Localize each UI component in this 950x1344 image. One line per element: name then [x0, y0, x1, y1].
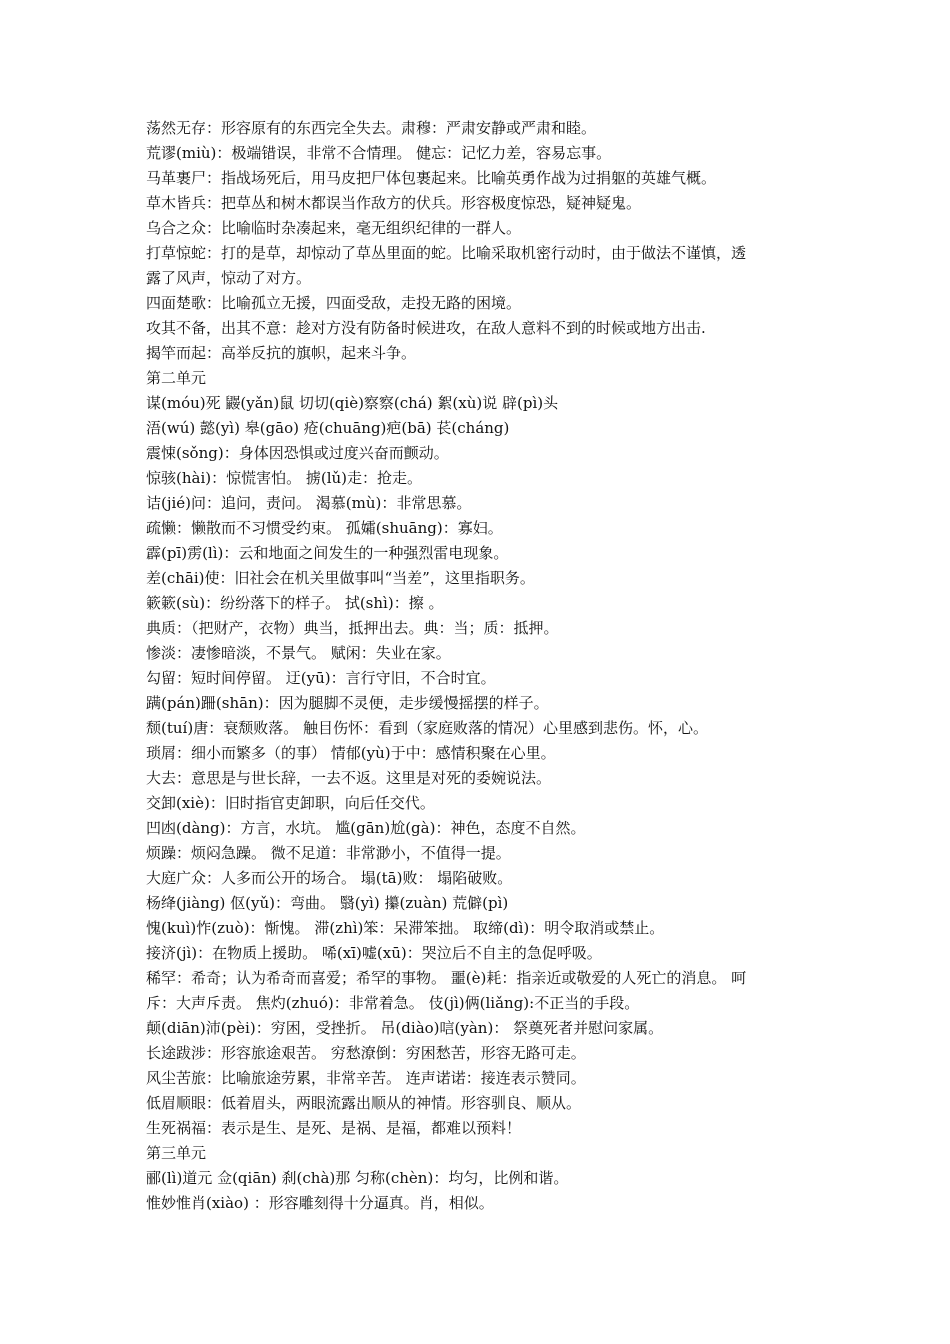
text-line: 大庭广众：人多而公开的场合。 塌(tā)败： 塌陷破败。 — [146, 869, 513, 887]
text-line: 生死祸福：表示是生、是死、是祸、是福，都难以预料！ — [146, 1119, 522, 1137]
text-line: 浯(wú) 懿(yì) 皋(gāo) 疮(chuāng)疤(bā) 苌(cháng) — [146, 419, 510, 437]
text-line: 差(chāi)使：旧社会在机关里做事叫“当差”，这里指职务。 — [146, 569, 535, 587]
text-line: 簌簌(sù)：纷纷落下的样子。 拭(shì)：擦 。 — [146, 594, 444, 612]
text-line: 第二单元 — [146, 369, 207, 387]
text-line: 长途跋涉：形容旅途艰苦。 穷愁潦倒：穷困愁苦，形容无路可走。 — [146, 1044, 586, 1062]
text-line: 颠(diān)沛(pèi)：穷困，受挫折。 吊(diào)唁(yàn)： 祭奠死者并慰问家属。 — [146, 1019, 664, 1037]
text-line: 斥：大声斥责。 焦灼(zhuó)：非常着急。 伎(jì)俩(liǎng):不正当的手段。 — [146, 994, 640, 1012]
text-line: 烦躁：烦闷急躁。 微不足道：非常渺小，不值得一提。 — [146, 844, 511, 862]
text-line: 荡然无存：形容原有的东西完全失去。肃穆：严肃安静或严肃和睦。 — [146, 119, 597, 137]
text-line: 低眉顺眼：低着眉头，两眼流露出顺从的神情。形容驯良、顺从。 — [146, 1094, 582, 1112]
text-line: 勾留：短时间停留。 迂(yū)：言行守旧，不合时宜。 — [146, 669, 496, 687]
text-line: 攻其不备，出其不意：趁对方没有防备时候进攻，在敌人意料不到的时候或地方出击. — [146, 319, 706, 337]
text-line: 疏懒：懒散而不习惯受约束。 孤孀(shuāng)：寡妇。 — [146, 519, 503, 537]
text-line: 草木皆兵：把草丛和树木都误当作敌方的伏兵。形容极度惊恐，疑神疑鬼。 — [146, 194, 642, 212]
text-line: 四面楚歌：比喻孤立无援，四面受敌，走投无路的困境。 — [146, 294, 522, 312]
text-line: 霹(pī)雳(lì)：云和地面之间发生的一种强烈雷电现象。 — [146, 544, 509, 562]
text-line: 马革裹尸：指战场死后，用马皮把尸体包裹起来。比喻英勇作战为过捐躯的英雄气概。 — [146, 169, 717, 187]
text-line: 典质：（把财产，衣物）典当，抵押出去。典：当；质：抵押。 — [146, 619, 559, 637]
text-line: 交卸(xiè)：旧时指官吏卸职，向后任交代。 — [146, 794, 435, 812]
text-line: 杨绛(jiàng) 伛(yǔ)：弯曲。 翳(yì) 攥(zuàn) 荒僻(pì) — [146, 894, 509, 912]
text-line: 露了风声，惊动了对方。 — [146, 269, 312, 287]
text-line: 第三单元 — [146, 1144, 207, 1162]
text-line: 震悚(sǒng)：身体因恐惧或过度兴奋而颤动。 — [146, 444, 449, 462]
text-line: 诘(jié)问：追问，责问。 渴慕(mù)：非常思慕。 — [146, 494, 472, 512]
text-line: 颓(tuí)唐：衰颓败落。 触目伤怀：看到（家庭败落的情况）心里感到悲伤。怀，心。 — [146, 719, 708, 737]
text-line: 风尘苦旅：比喻旅途劳累，非常辛苦。 连声诺诺：接连表示赞同。 — [146, 1069, 586, 1087]
text-line: 惨淡：凄惨暗淡，不景气。 赋闲：失业在家。 — [146, 644, 451, 662]
text-line: 琐屑：细小而繁多（的事） 情郁(yù)于中：感情积聚在心里。 — [146, 744, 556, 762]
text-line: 谋(móu)死 鼹(yǎn)鼠 切切(qiè)察察(chá) 絮(xù)说 辟(pì)头 — [146, 394, 559, 412]
text-line: 乌合之众：比喻临时杂凑起来，毫无组织纪律的一群人。 — [146, 219, 522, 237]
text-line: 郦(lì)道元 佥(qiān) 刹(chà)那 匀称(chèn)：均匀，比例和谐。 — [146, 1169, 569, 1187]
text-line: 大去：意思是与世长辞，一去不返。这里是对死的委婉说法。 — [146, 769, 552, 787]
text-line: 稀罕：希奇；认为希奇而喜爱；希罕的事物。 噩(è)耗：指亲近或敬爱的人死亡的消息。 呵 — [146, 969, 747, 987]
text-line: 接济(jì)：在物质上援助。 唏(xī)嘘(xū)：哭泣后不自主的急促呼吸。 — [146, 944, 602, 962]
text-line: 荒谬(miù)：极端错误，非常不合情理。 健忘：记忆力差，容易忘事。 — [146, 144, 612, 162]
text-line: 愧(kuì)怍(zuò)：惭愧。 滞(zhì)笨：呆滞笨拙。 取缔(dì)：明令取消或禁止。 — [146, 919, 665, 937]
text-line: 惊骇(hài)：惊慌害怕。 掳(lǔ)走：抢走。 — [146, 469, 423, 487]
vocabulary-list — [146, 116, 826, 1216]
text-line: 凹凼(dàng)：方言，水坑。 尴(gān)尬(gà)：神色，态度不自然。 — [146, 819, 586, 837]
text-line: 揭竿而起：高举反抗的旗帜，起来斗争。 — [146, 344, 417, 362]
text-line: 打草惊蛇：打的是草，却惊动了草丛里面的蛇。比喻采取机密行动时，由于做法不谨慎，透 — [146, 244, 747, 262]
text-line: 惟妙惟肖(xiào) ：形容雕刻得十分逼真。肖，相似。 — [146, 1194, 494, 1212]
text-line: 蹒(pán)跚(shān)：因为腿脚不灵便，走步缓慢摇摆的样子。 — [146, 694, 549, 712]
